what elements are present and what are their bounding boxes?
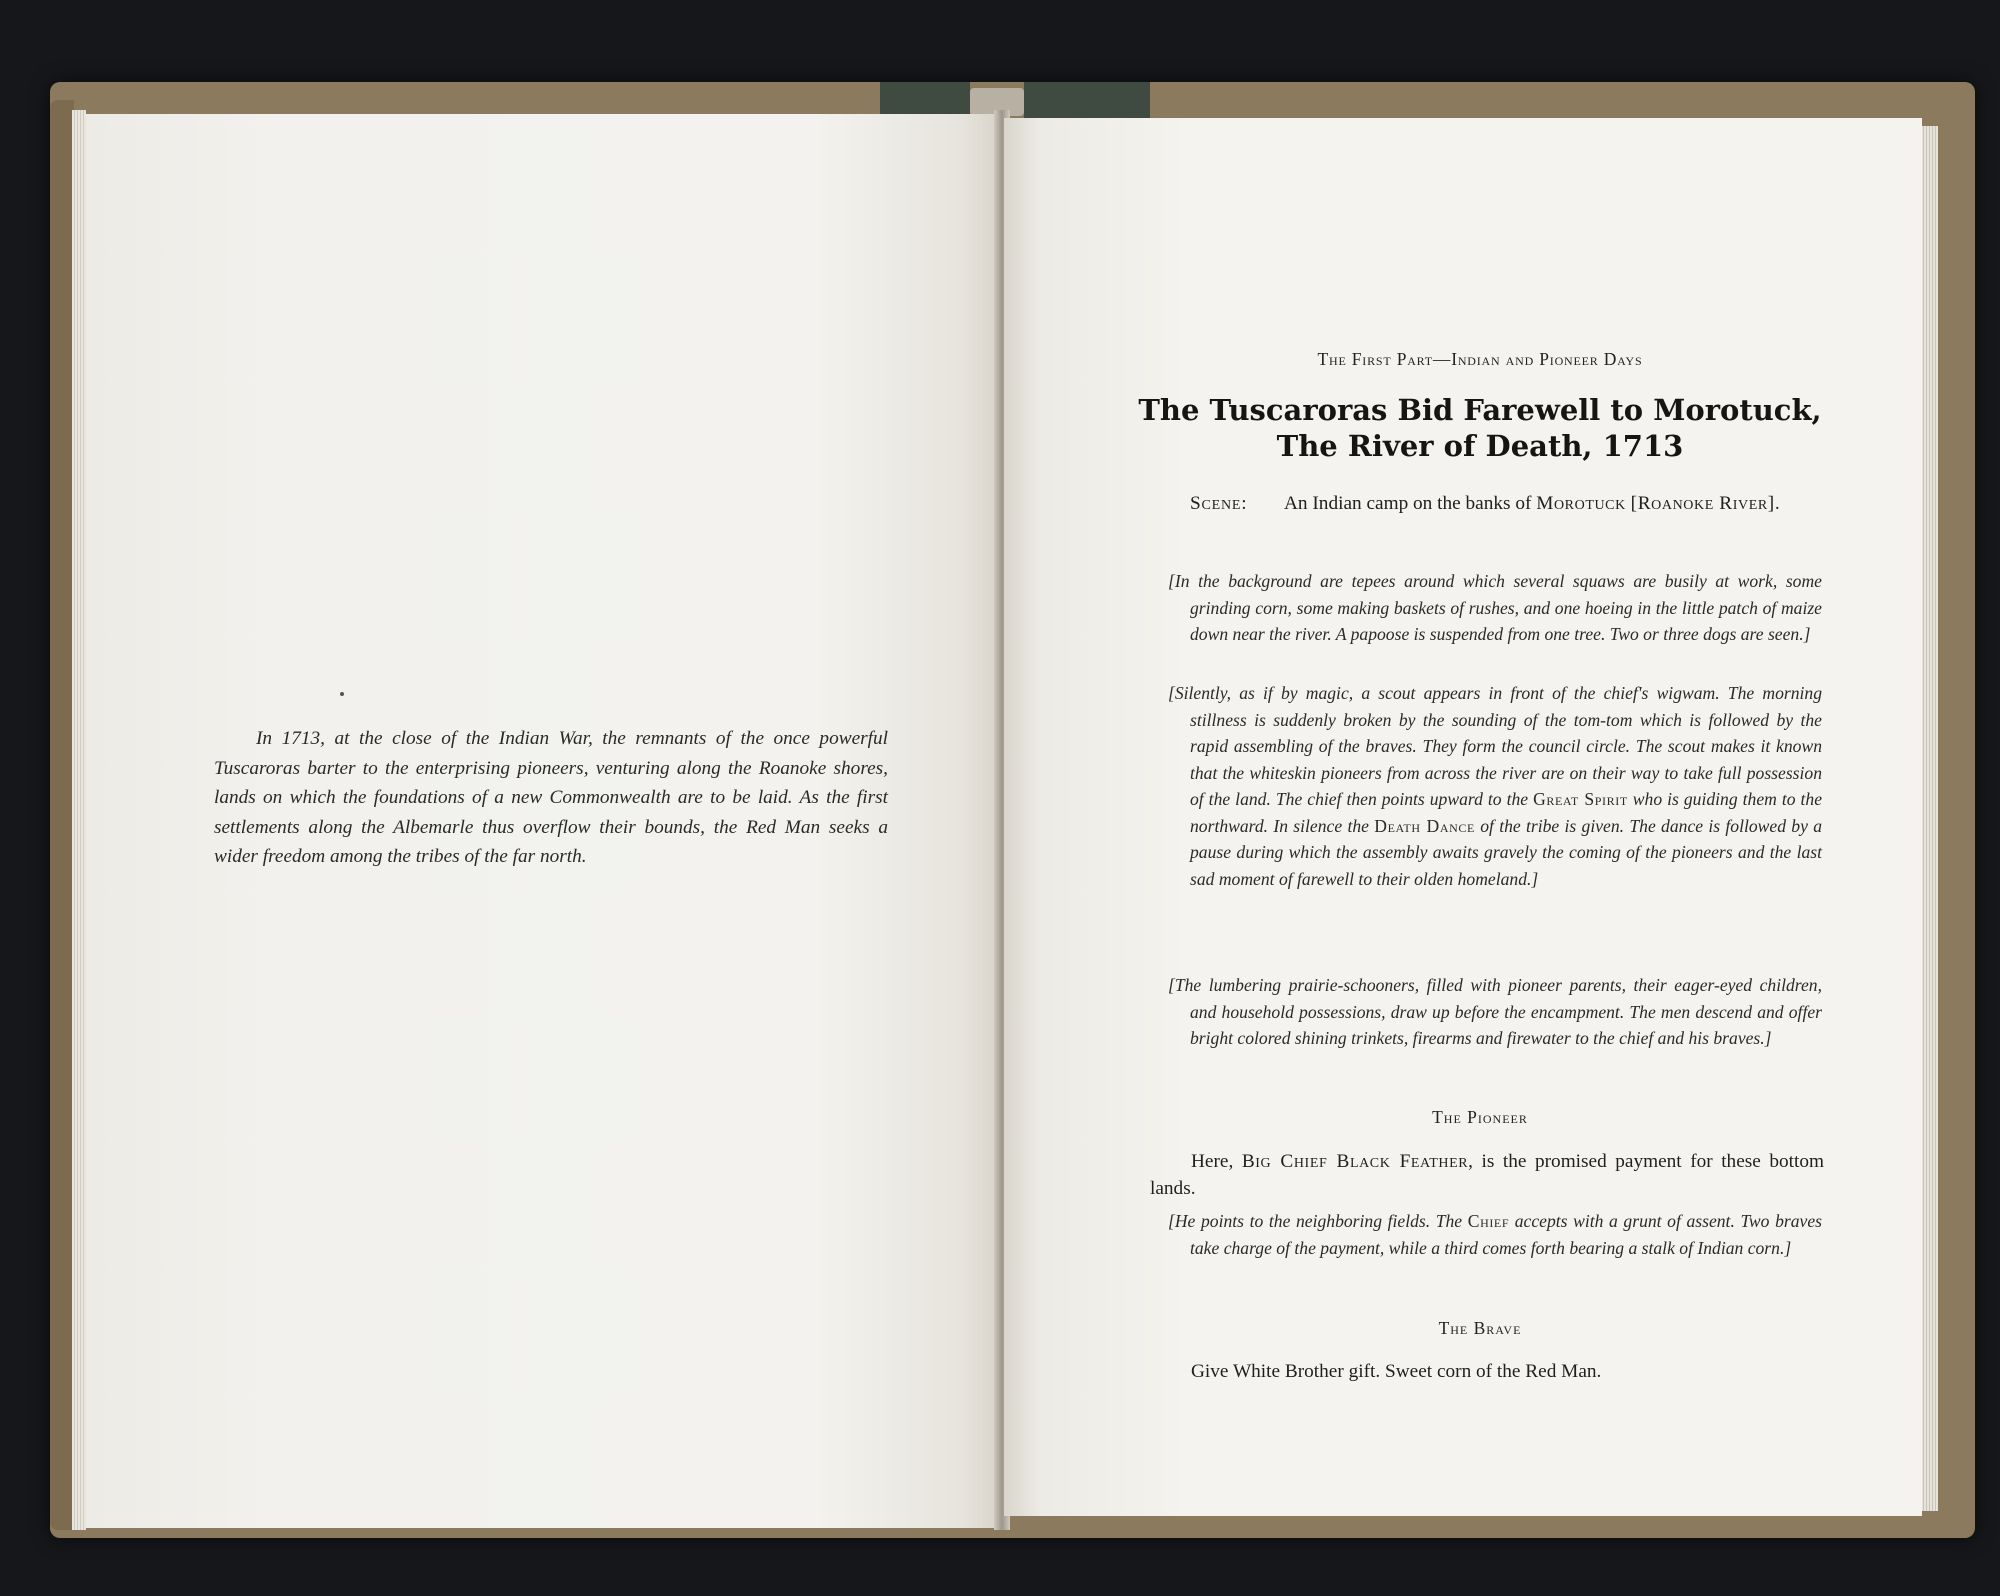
scene-place-bracket: [Roanoke River] [1630, 493, 1775, 514]
title-line-2: The River of Death, 1713 [1276, 429, 1684, 463]
stage-direction-1: [In the background are tepees around which several squaws are busily at work, some grinding corn, some making baskets of rushes, and one hoeing in the little patch of maize down near the river. A papoose is suspended from one tree. Two or three dogs are seen.] [1168, 571, 1822, 644]
brave-speech: Give White Brother gift. Sweet corn of the Red Man. [1191, 1361, 1602, 1382]
stage-direction-4-part2: accepts with a grunt of assent. Two braves take charge of the payment, while a third comes forth bearing a stalk of Indian corn.] [1190, 1211, 1822, 1258]
scene-label: Scene: [1190, 493, 1248, 514]
speaker-brave: The Brave [1438, 1318, 1522, 1338]
speaker-pioneer: The Pioneer [1432, 1107, 1528, 1127]
pioneer-speech [1150, 1148, 1824, 1202]
speech-1-name: Big Chief Black Feather [1241, 1151, 1469, 1172]
stage-direction-4 [1168, 1208, 1822, 1261]
chief-name: Chief [1467, 1211, 1510, 1231]
speech-1-before: Here, [1191, 1151, 1234, 1172]
scene-text [1284, 490, 1836, 517]
page-edges-left [72, 110, 86, 1530]
chapter-title [1130, 392, 1830, 464]
spine-cloth-left [880, 82, 970, 118]
speech-1-after: , is the promised payment for these bottom lands. [1150, 1151, 1824, 1199]
stage-direction-4-part1: [He points to the neighboring fields. The [1168, 1211, 1463, 1231]
death-dance: Death Dance [1374, 815, 1475, 836]
great-spirit: Great Spirit [1533, 789, 1628, 809]
stage-direction-2-part1: [Silently, as if by magic, a scout appears in front of the chief's wigwam. The morning stillness is suddenly broken by the sounding of the tom-tom which is followed by the rapid assembling of the braves. They form the council circle. The scout makes it known that the whiteskin pioneers from across the river are on their way to take full possession of the land. The chief then points upward to the [1168, 683, 1822, 809]
cover-edge [50, 100, 74, 1530]
section-heading: The First Part—Indian and Pioneer Days [1317, 349, 1643, 369]
scene-description [1190, 490, 1830, 517]
intro-paragraph: In 1713, at the close of the Indian War, the remnants of the once powerful Tuscaroras barter to the enterprising pioneers, venturing along the Roanoke shores, lands on which the foundations of a new Commonwealth are to be laid. As the first settlements along the Albemarle thus overflow their bounds, the Red Man seeks a wider freedom among the tribes of the far north. [214, 728, 888, 868]
stage-direction-2-part2: who is guiding them to the northward. In silence the [1190, 789, 1823, 836]
scene-text-after: . [1774, 493, 1780, 514]
stage-direction-3: [The lumbering prairie-schooners, filled with pioneer parents, their eager-eyed children, and household possessions, draw up before the encampment. The men descend and offer bright colored shining trinkets, firearms and firewater to the chief and his braves.] [1168, 975, 1822, 1048]
scene-place: Morotuck [1536, 493, 1626, 514]
scene-text-before: An Indian camp on the banks of [1284, 493, 1532, 514]
title-line-1: The Tuscaroras Bid Farewell to Morotuck, [1138, 393, 1822, 427]
stage-direction-2 [1168, 680, 1822, 892]
page-speck [340, 692, 344, 696]
spine-cloth-right [1024, 82, 1150, 118]
stage-direction-2-part3: of the tribe is given. The dance is followed by a pause during which the assembly awaits gravely the coming of the pioneers and the last sad moment of farewell to their olden homeland.] [1190, 815, 1822, 889]
